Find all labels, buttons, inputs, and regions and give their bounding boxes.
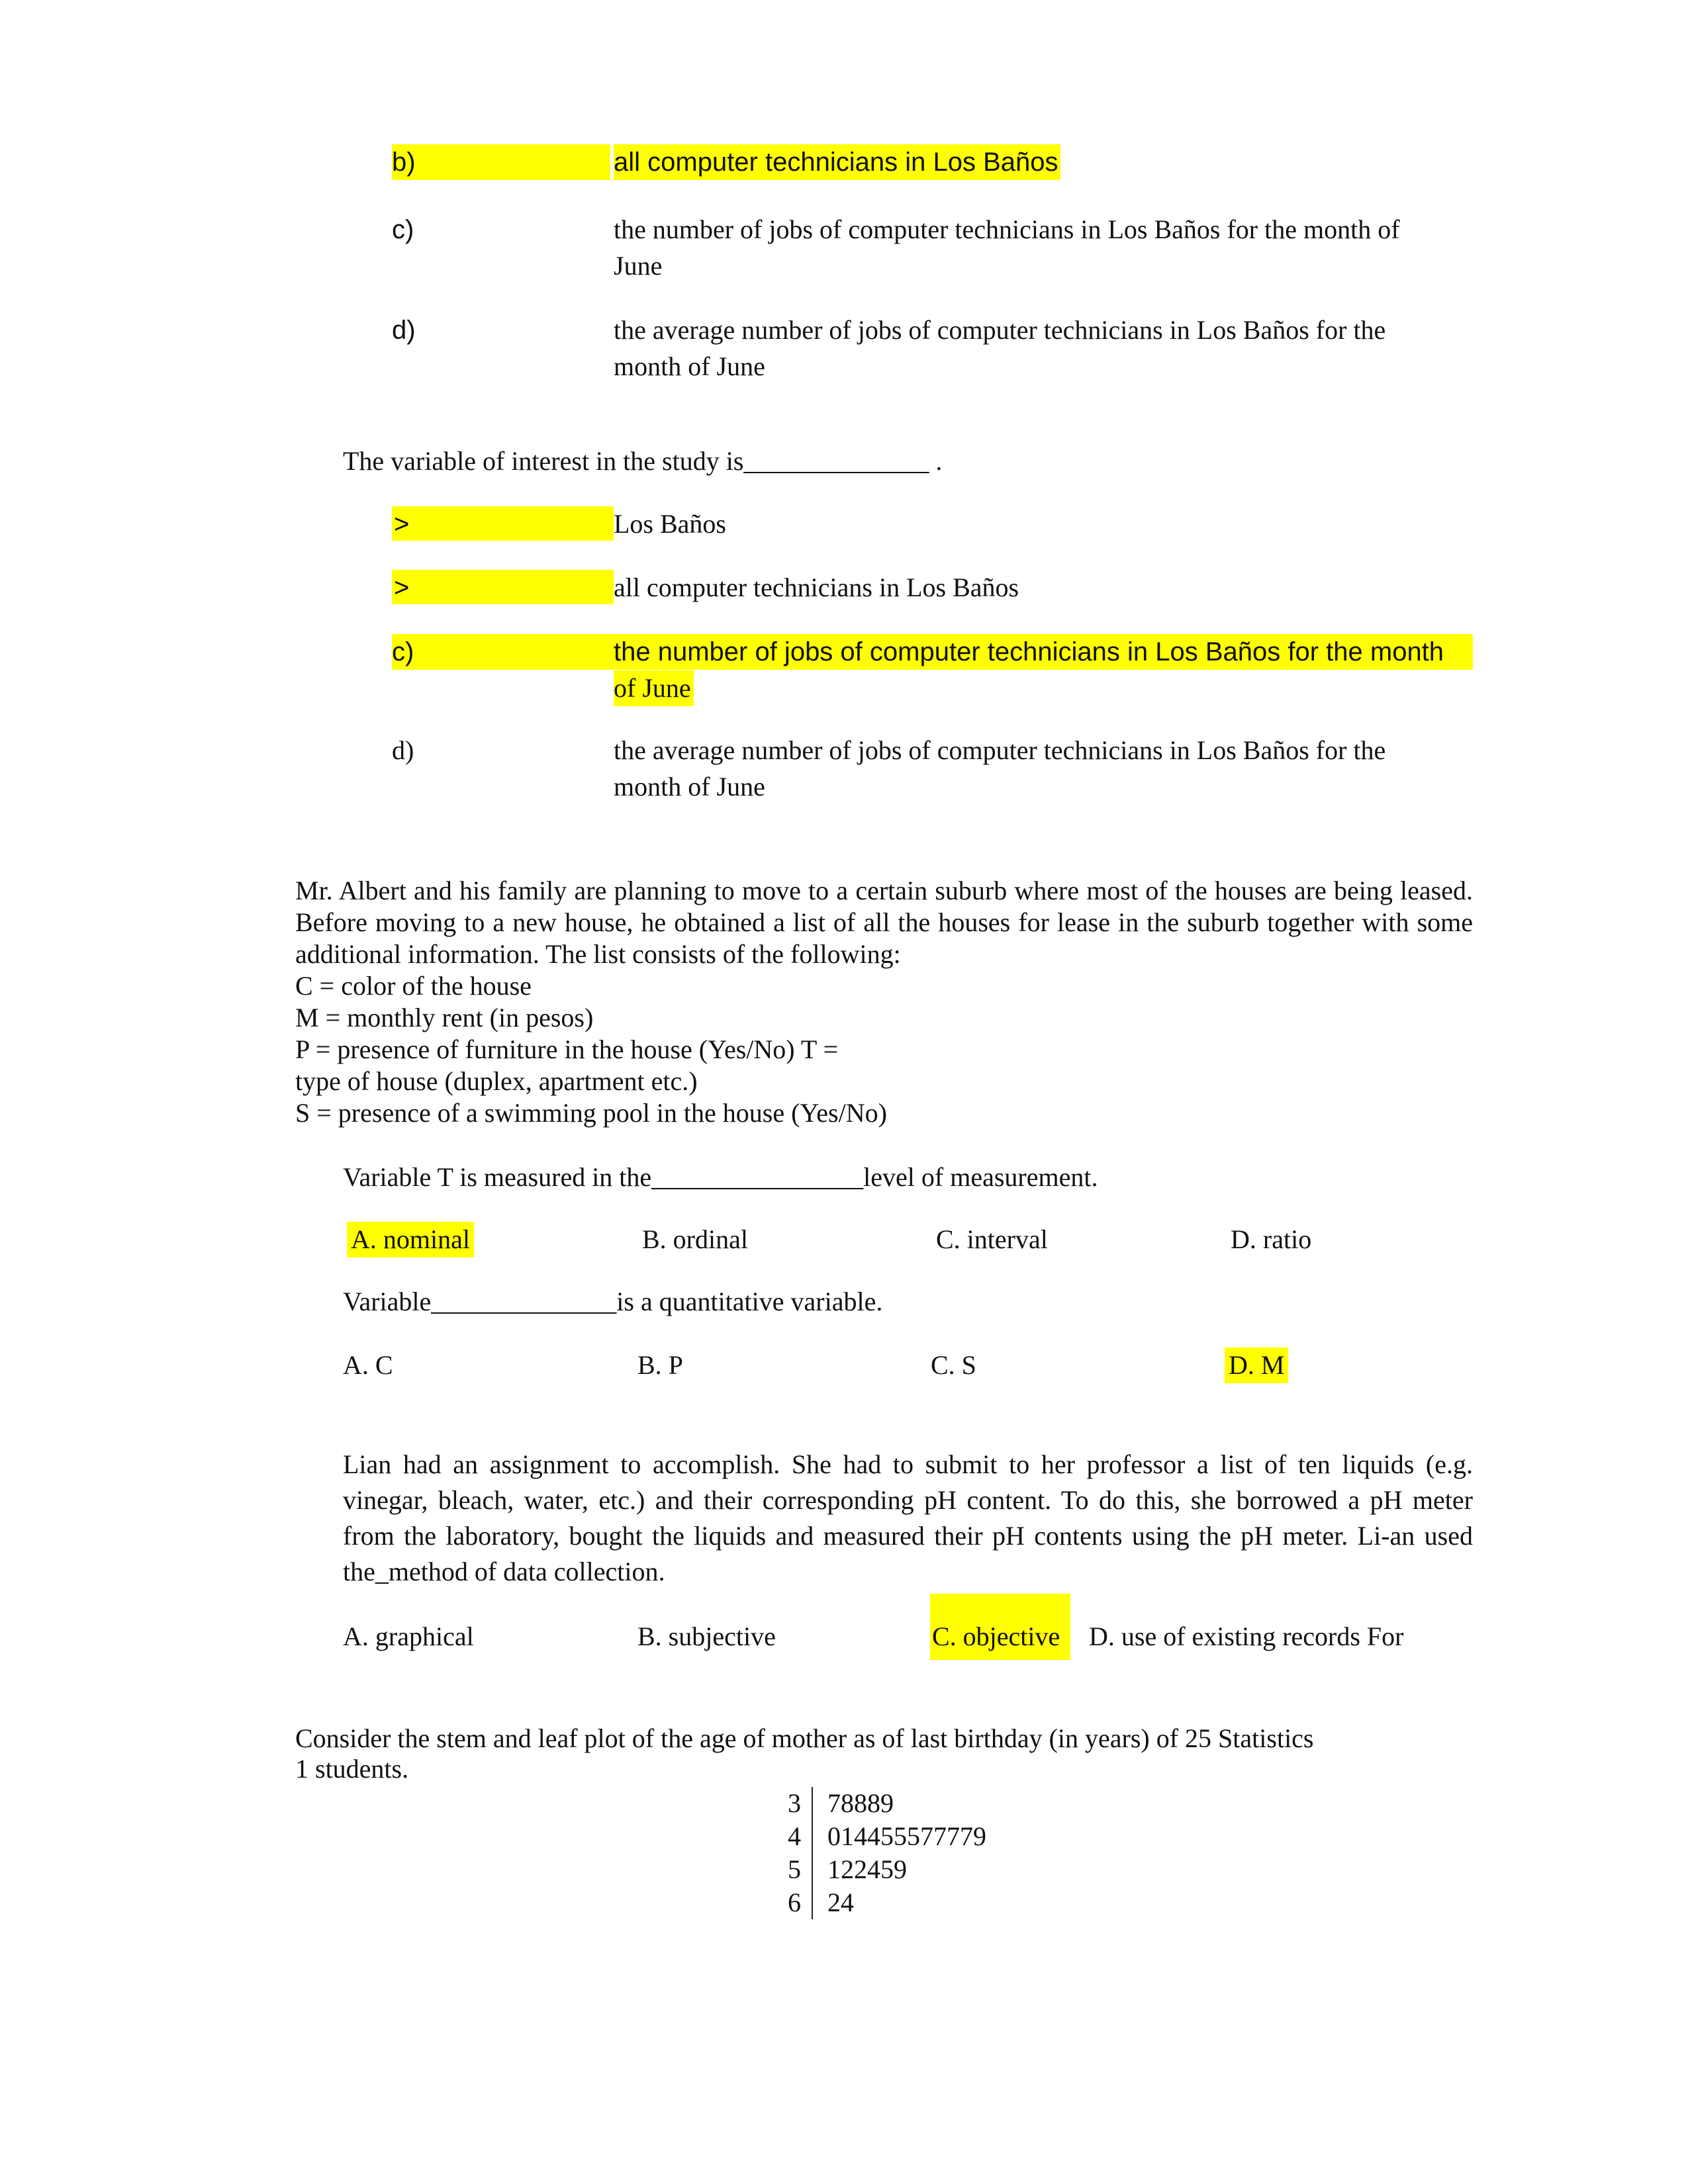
table-row xyxy=(774,1820,986,1853)
highlight-bar xyxy=(392,570,614,604)
q3-option-b: B. ordinal xyxy=(642,1224,748,1254)
highlight-bar xyxy=(392,144,610,180)
q5-option-a: A. graphical xyxy=(343,1621,474,1651)
q5-option-c: C. objective xyxy=(932,1621,1060,1651)
scenario-paragraph: Mr. Albert and his family are planning to move to a certain suburb where most of the houses are being leased. Before moving to a new house, he obtained a list of all the houses for lease in the suburb together with some additional information. The list consists of the following: xyxy=(295,876,1473,969)
highlight-bar xyxy=(392,506,614,541)
q4-option-c: C. S xyxy=(931,1350,976,1380)
q3-option-c: C. interval xyxy=(936,1224,1048,1254)
option-text-line1: the number of jobs of computer technicians in Los Baños for the month of xyxy=(614,214,1400,244)
q5-option-b: B. subjective xyxy=(637,1621,776,1651)
q6-prompt-line2: 1 students. xyxy=(295,1754,409,1784)
option-label: > xyxy=(394,510,410,539)
q3-prompt: Variable T is measured in the________________level of measurement. xyxy=(343,1162,1098,1192)
leaf-cell: 014455577779 xyxy=(812,1820,986,1853)
stem-leaf-plot xyxy=(774,1787,986,1919)
variable-c-line: C = color of the house xyxy=(295,971,532,1001)
q4-option-d: D. M xyxy=(1225,1347,1288,1383)
option-text: Los Baños xyxy=(614,509,726,539)
option-text: all computer technicians in Los Baños xyxy=(614,144,1060,180)
stem-cell: 6 xyxy=(788,1888,801,1917)
q3-option-d: D. ratio xyxy=(1231,1224,1312,1254)
q6-prompt-line1: Consider the stem and leaf plot of the age of mother as of last birthday (in years) of 25 Statistics xyxy=(295,1723,1314,1753)
leaf-cell: 78889 xyxy=(812,1787,986,1820)
variable-list xyxy=(295,970,887,1129)
variable-s-line: S = presence of a swimming pool in the house (Yes/No) xyxy=(295,1098,887,1128)
stem-cell: 3 xyxy=(788,1788,801,1818)
table-row xyxy=(774,1853,986,1886)
option-text-line1: the number of jobs of computer technicians in Los Baños for the month xyxy=(614,637,1444,666)
option-text-line2: of June xyxy=(614,670,694,706)
q2-prompt: The variable of interest in the study is______________ . xyxy=(343,446,943,476)
stem-cell: 4 xyxy=(788,1821,801,1851)
option-text-line2: month of June xyxy=(614,351,765,381)
variable-t-line: type of house (duplex, apartment etc.) xyxy=(295,1066,698,1096)
option-label: d) xyxy=(392,316,416,345)
option-label: > xyxy=(394,573,410,602)
option-text-line2: June xyxy=(614,251,663,281)
option-text-line1: the average number of jobs of computer technicians in Los Baños for the xyxy=(614,735,1386,765)
variable-m-line: M = monthly rent (in pesos) xyxy=(295,1003,594,1032)
q3-option-a: A. nominal xyxy=(347,1222,474,1257)
q4-option-a: A. C xyxy=(343,1350,393,1380)
leaf-cell: 122459 xyxy=(812,1853,986,1886)
table-row xyxy=(774,1787,986,1820)
q5-option-d: D. use of existing records For xyxy=(1089,1621,1404,1651)
variable-p-line: P = presence of furniture in the house (Yes/No) T = xyxy=(295,1034,839,1064)
q4-option-b: B. P xyxy=(637,1350,683,1380)
table-row xyxy=(774,1886,986,1919)
option-text-line2: month of June xyxy=(614,772,765,801)
option-label: b) xyxy=(392,148,416,177)
option-text-line1: the average number of jobs of computer technicians in Los Baños for the xyxy=(614,315,1386,345)
stem-cell: 5 xyxy=(788,1854,801,1884)
option-label: d) xyxy=(392,735,414,765)
option-label: c) xyxy=(392,637,414,666)
option-text: all computer technicians in Los Baños xyxy=(614,572,1019,602)
q4-prompt: Variable______________is a quantitative variable. xyxy=(343,1287,883,1316)
q5-paragraph: Lian had an assignment to accomplish. She had to submit to her professor a list of ten liquids (e.g. vinegar, bleach, water, etc.) and their corresponding pH content. To do this, she borrowed a pH meter from the laboratory, bought the liquids and measured their pH contents using the pH meter. Li-an used the_method of data collection. xyxy=(343,1449,1473,1586)
option-label: c) xyxy=(392,215,414,244)
leaf-cell: 24 xyxy=(812,1886,986,1919)
